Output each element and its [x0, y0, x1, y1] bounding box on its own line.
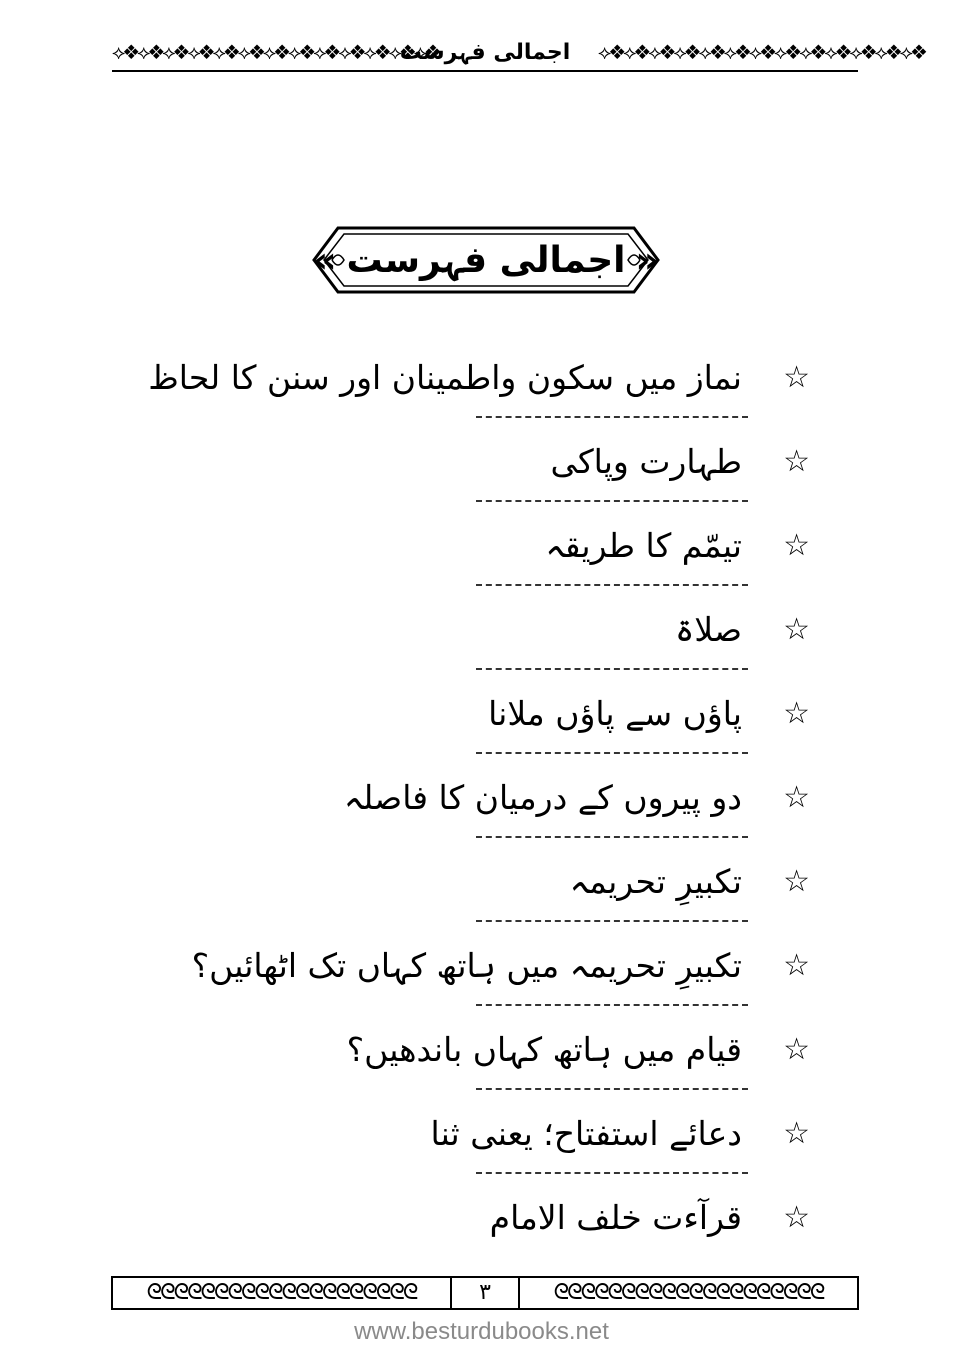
watermark-link[interactable]: www.besturdubooks.net — [354, 1318, 609, 1345]
toc-item-label: نماز میں سکون واطمینان اور سنن کا لحاظ — [148, 358, 742, 397]
toc-item[interactable] — [330, 436, 810, 520]
dashed-divider — [476, 1172, 748, 1174]
star-icon: ☆ — [783, 612, 810, 647]
header-ornament-left: ⟡❖⟡❖⟡❖⟡❖⟡❖⟡❖⟡❖⟡❖⟡❖⟡❖⟡❖⟡❖⟡❖ — [112, 40, 439, 64]
star-icon: ☆ — [783, 1116, 810, 1151]
dashed-divider — [476, 500, 748, 502]
toc-item-label: صلاۃ — [674, 610, 742, 649]
dashed-divider — [476, 1004, 748, 1006]
page-number: ۳ — [450, 1278, 520, 1308]
star-icon: ☆ — [783, 1032, 810, 1067]
header-ornament-right: ⟡❖⟡❖⟡❖⟡❖⟡❖⟡❖⟡❖⟡❖⟡❖⟡❖⟡❖⟡❖⟡❖ — [598, 40, 925, 64]
star-icon: ☆ — [783, 360, 810, 395]
footer-ornament-left: ᘓᘓᘓᘓᘓᘓᘓᘓᘓᘓᘓᘓᘓᘓᘓᘓᘓᘓᘓᘓ — [146, 1280, 417, 1305]
heading-title: اجمالی فہرست — [346, 239, 626, 281]
star-icon: ☆ — [783, 696, 810, 731]
star-icon: ☆ — [783, 444, 810, 479]
toc-item[interactable] — [330, 604, 810, 688]
toc-item-label: تیمّم کا طریقہ — [545, 526, 742, 565]
toc-item-label: تکبیرِ تحریمہ — [569, 862, 742, 901]
header-title: اجمالی فہرست — [399, 39, 571, 65]
toc-item-label: دعائے استفتاح؛ یعنی ثنا — [430, 1114, 742, 1153]
dashed-divider — [476, 668, 748, 670]
toc-item-label: پاؤں سے پاؤں ملانا — [488, 694, 742, 733]
toc-item[interactable] — [330, 856, 810, 940]
toc-item[interactable] — [330, 520, 810, 604]
star-icon: ☆ — [783, 864, 810, 899]
running-header — [112, 34, 925, 72]
dashed-divider — [476, 836, 748, 838]
toc-item-label: دو پیروں کے درمیان کا فاصلہ — [343, 778, 742, 817]
toc-item[interactable] — [330, 1192, 810, 1276]
star-icon: ☆ — [783, 948, 810, 983]
star-icon: ☆ — [783, 780, 810, 815]
toc-item-label: قرآءت خلف الامام — [489, 1198, 742, 1237]
star-icon: ☆ — [783, 1200, 810, 1235]
toc-item[interactable] — [330, 772, 810, 856]
dashed-divider — [476, 920, 748, 922]
dashed-divider — [476, 584, 748, 586]
toc-item[interactable] — [191, 940, 810, 1024]
toc-item[interactable] — [330, 1024, 810, 1108]
toc-item[interactable] — [148, 352, 810, 436]
table-of-contents — [148, 352, 810, 1276]
heading-quote-left: « — [635, 239, 659, 281]
star-icon: ☆ — [783, 528, 810, 563]
contents-heading — [308, 222, 664, 298]
toc-item[interactable] — [330, 1108, 810, 1192]
toc-item-label: قیام میں ہاتھ کہاں باندھیں؟ — [346, 1030, 742, 1069]
page-footer — [111, 1276, 859, 1310]
heading-quote-right: » — [313, 239, 337, 281]
footer-ornament-right: ᘓᘓᘓᘓᘓᘓᘓᘓᘓᘓᘓᘓᘓᘓᘓᘓᘓᘓᘓᘓ — [553, 1280, 824, 1305]
toc-item-label: طہارت وپاکی — [550, 442, 742, 481]
dashed-divider — [476, 416, 748, 418]
dashed-divider — [476, 1088, 748, 1090]
toc-item-label: تکبیرِ تحریمہ میں ہاتھ کہاں تک اٹھائیں؟ — [191, 946, 742, 985]
dashed-divider — [476, 752, 748, 754]
toc-item[interactable] — [330, 688, 810, 772]
